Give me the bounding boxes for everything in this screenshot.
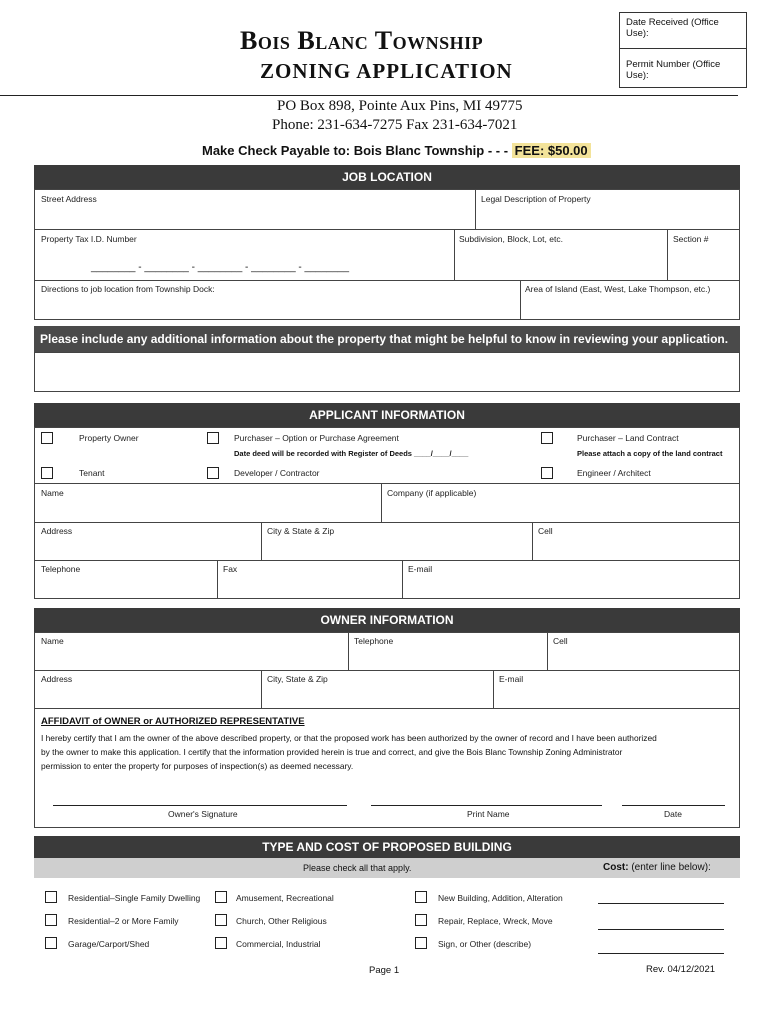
directions-field[interactable]: Directions to job location from Township Dock: [41, 284, 215, 294]
date-label: Date [664, 809, 682, 819]
fee-amount: FEE: $50.00 [512, 143, 591, 158]
developer-checkbox[interactable] [207, 467, 219, 479]
garage-label: Garage/Carport/Shed [68, 939, 150, 949]
street-address-field[interactable]: Street Address [41, 194, 97, 204]
applicant-city-field[interactable]: City & State & Zip [267, 526, 335, 536]
tenant-label: Tenant [79, 468, 105, 478]
amusement-label: Amusement, Recreational [236, 893, 334, 903]
commercial-label: Commercial, Industrial [236, 939, 321, 949]
mailing-address: PO Box 898, Pointe Aux Pins, MI 49775 [277, 98, 523, 114]
owner-signature-line[interactable] [53, 805, 347, 806]
township-title: Bois Blanc Township [240, 26, 484, 55]
applicant-name-field[interactable]: Name [41, 488, 64, 498]
engineer-label: Engineer / Architect [577, 468, 651, 478]
tax-id-blanks: ________ - ________ - ________ - ________ - ________ [91, 262, 350, 273]
page-number: Page 1 [369, 965, 400, 976]
office-date-received: Date Received (Office Use): [619, 12, 747, 48]
amusement-checkbox[interactable] [215, 891, 227, 903]
owner-city-field[interactable]: City, State & Zip [267, 674, 328, 684]
cost-label: Cost: (enter line below): [603, 862, 711, 873]
applicant-cell-field[interactable]: Cell [538, 526, 553, 536]
cost-line-2[interactable] [598, 929, 724, 930]
owner-email-field[interactable]: E-mail [499, 674, 524, 684]
repair-label: Repair, Replace, Wreck, Move [438, 916, 553, 926]
job-location-bar: JOB LOCATION [34, 165, 740, 189]
area-of-island-field[interactable]: Area of Island (East, West, Lake Thompson, etc.) [525, 284, 711, 294]
tenant-checkbox[interactable] [41, 467, 53, 479]
building-type-bar: TYPE AND COST OF PROPOSED BUILDING [34, 836, 740, 858]
date-line[interactable] [622, 805, 725, 806]
residential-single-label: Residential–Single Family Dwelling [68, 893, 201, 903]
affidavit-heading: AFFIDAVIT of OWNER or AUTHORIZED REPRESENTATIVE [41, 716, 305, 727]
job-location-section [34, 189, 740, 320]
property-owner-checkbox[interactable] [41, 432, 53, 444]
applicant-email-field[interactable]: E-mail [408, 564, 433, 574]
cost-line-3[interactable] [598, 953, 724, 954]
deed-note: Date deed will be recorded with Register of Deeds ____/____/____ [234, 449, 469, 458]
applicant-telephone-field[interactable]: Telephone [41, 564, 81, 574]
check-all-label: Please check all that apply. [303, 863, 412, 873]
purchaser-land-contract-label: Purchaser – Land Contract [577, 433, 679, 443]
office-permit-number: Permit Number (Office Use): [619, 48, 747, 88]
applicant-company-field[interactable]: Company (if applicable) [387, 488, 477, 498]
revision-date: Rev. 04/12/2021 [646, 964, 716, 975]
owner-section [34, 632, 740, 828]
additional-info-bar: Please include any additional information about the property that might be helpful to know in reviewing your application. [34, 326, 740, 352]
subdivision-field[interactable]: Subdivision, Block, Lot, etc. [459, 234, 563, 244]
additional-info-field[interactable] [34, 352, 740, 392]
garage-checkbox[interactable] [45, 937, 57, 949]
church-checkbox[interactable] [215, 914, 227, 926]
applicant-address-field[interactable]: Address [41, 526, 73, 536]
commercial-checkbox[interactable] [215, 937, 227, 949]
print-name-line[interactable] [371, 805, 602, 806]
sign-other-checkbox[interactable] [415, 937, 427, 949]
purchaser-land-contract-checkbox[interactable] [541, 432, 553, 444]
owner-cell-field[interactable]: Cell [553, 636, 568, 646]
header-divider [0, 95, 738, 96]
application-title: ZONING APPLICATION [260, 59, 513, 83]
print-name-label: Print Name [467, 809, 510, 819]
new-building-checkbox[interactable] [415, 891, 427, 903]
check-payable-line: Make Check Payable to: Bois Blanc Township - - - FEE: $50.00 [202, 143, 591, 158]
section-field[interactable]: Section # [673, 234, 709, 244]
cost-line-1[interactable] [598, 903, 724, 904]
applicant-info-bar: APPLICANT INFORMATION [34, 403, 740, 427]
residential-multi-checkbox[interactable] [45, 914, 57, 926]
developer-label: Developer / Contractor [234, 468, 320, 478]
phone-fax: Phone: 231-634-7275 Fax 231-634-7021 [272, 117, 518, 133]
residential-single-checkbox[interactable] [45, 891, 57, 903]
attach-note: Please attach a copy of the land contract [577, 449, 723, 458]
church-label: Church, Other Religious [236, 916, 327, 926]
applicant-fax-field[interactable]: Fax [223, 564, 238, 574]
legal-description-field[interactable]: Legal Description of Property [481, 194, 591, 204]
owner-address-field[interactable]: Address [41, 674, 73, 684]
purchaser-option-checkbox[interactable] [207, 432, 219, 444]
engineer-checkbox[interactable] [541, 467, 553, 479]
owner-telephone-field[interactable]: Telephone [354, 636, 394, 646]
residential-multi-label: Residential–2 or More Family [68, 916, 179, 926]
tax-id-field[interactable]: Property Tax I.D. Number [41, 234, 137, 244]
new-building-label: New Building, Addition, Alteration [438, 893, 563, 903]
owner-info-bar: OWNER INFORMATION [34, 608, 740, 632]
purchaser-option-label: Purchaser – Option or Purchase Agreement [234, 433, 399, 443]
repair-checkbox[interactable] [415, 914, 427, 926]
property-owner-label: Property Owner [79, 433, 139, 443]
sign-other-label: Sign, or Other (describe) [438, 939, 532, 949]
owner-signature-label: Owner's Signature [168, 809, 238, 819]
owner-name-field[interactable]: Name [41, 636, 64, 646]
affidavit-text: I hereby certify that I am the owner of the above described property, or that the proposed work has been authorized by the owner of record and I have been authorized by the owner to make this application. I certify that the information provided herein is true and correct, and give the Bois Blanc Township Zoning Administrator permission to enter the property for purposes of inspection(s) as deemed necessary. [41, 733, 657, 771]
